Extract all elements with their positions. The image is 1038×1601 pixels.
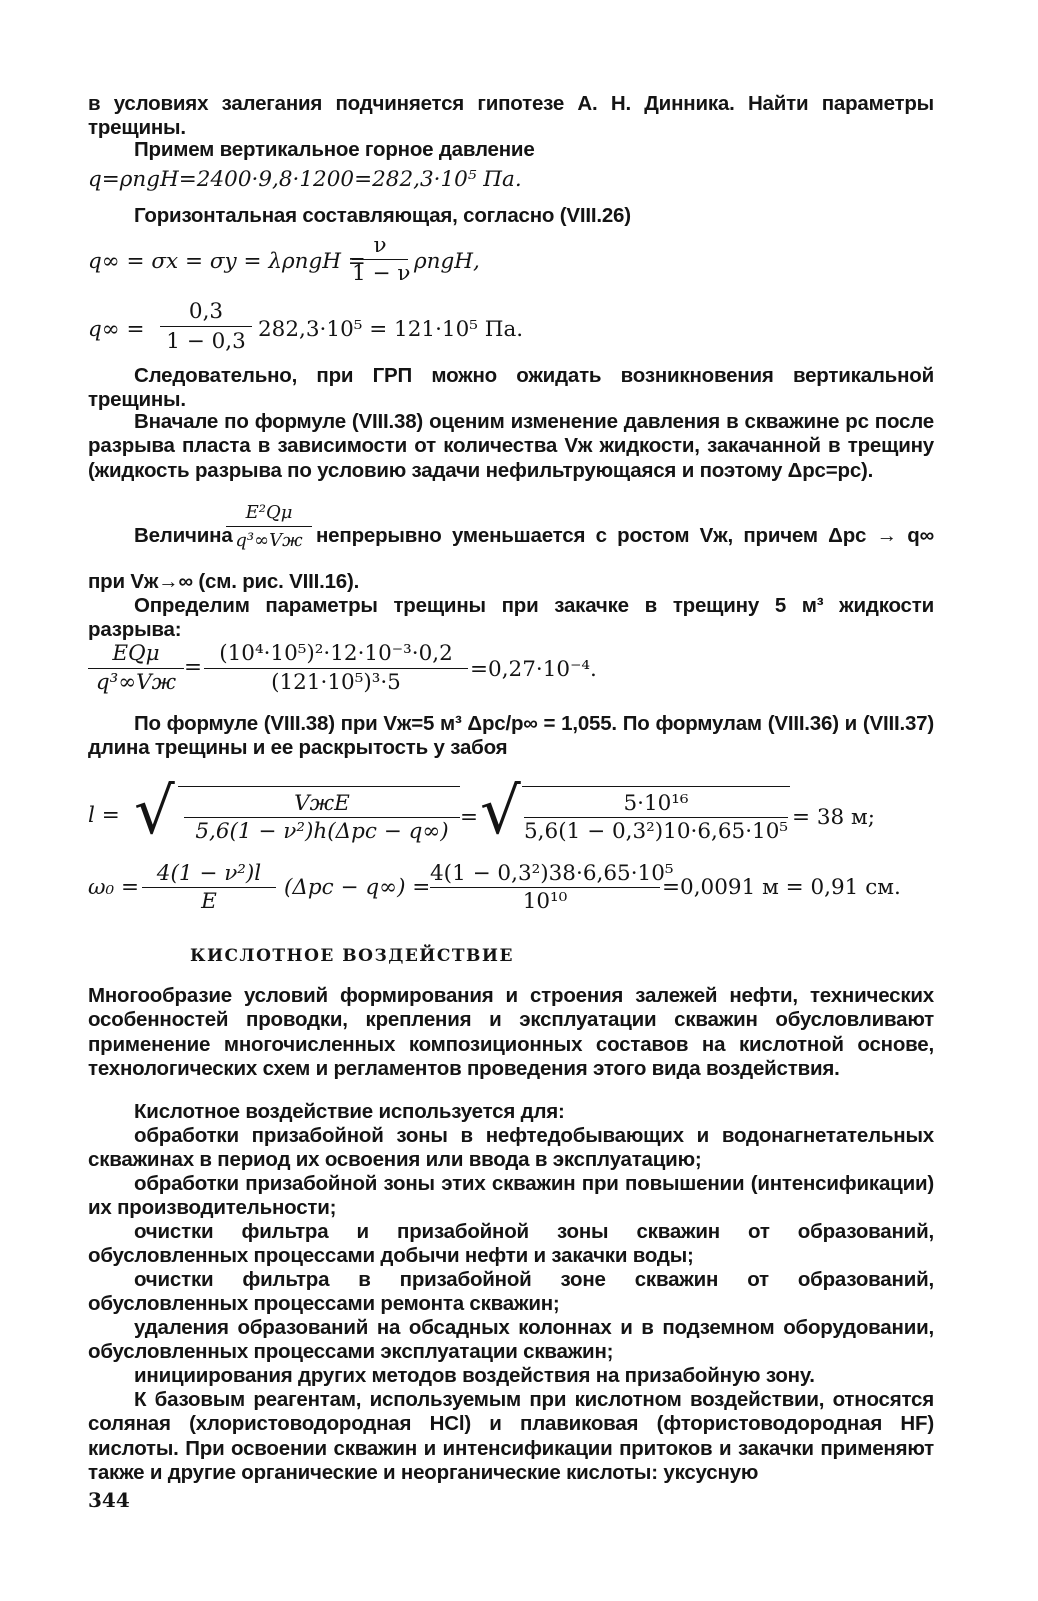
ratio-num: E²Qμ (245, 502, 293, 523)
fraction-bar (204, 668, 468, 669)
formula-horizontal-den: 1 − ν (352, 261, 411, 286)
formula-vertical-pressure: q=ρпgH=2400·9,8·1200=282,3·10⁵ Па. (88, 167, 522, 192)
list-item-6: инициирования других методов воздействия на призабойную зону. (134, 1364, 815, 1387)
list-item-2: обработки призабойной зоны этих скважин при повышении (интенсификации) их производительности; (88, 1172, 934, 1220)
sqrt-bar (178, 786, 460, 787)
paragraph-7: Определим параметры трещины при закачке в трещину 5 м³ жидкости разрыва: (88, 594, 934, 642)
fraction-bar (142, 887, 276, 888)
list-item-3: очистки фильтра и призабойной зоны скважин от образований, обусловленных процессами добычи нефти и закачки воды; (88, 1220, 934, 1268)
formula-length-result: = 38 м; (792, 805, 876, 830)
fraction-bar (184, 817, 460, 818)
sqrt-bar (522, 786, 790, 787)
fraction-bar (524, 817, 788, 818)
formula-q-value-lhs: q∞ = (88, 317, 145, 342)
formula-length-num2: 5·10¹⁶ (623, 791, 689, 816)
formula-q-value-rhs: 282,3·10⁵ = 121·10⁵ Па. (258, 317, 524, 342)
formula-opening-lhs: ω₀ = (88, 875, 139, 900)
paragraph-5: Вначале по формуле (VIII.38) оценим изменение давления в скважине pс после разрыва пласта в зависимости от количества Vж жидкости, закачанной в трещину (жидкость разрыва по условию задачи нефильтрующаяся и поэтому Δpс=pс). (88, 410, 934, 482)
formula-horizontal-lhs: q∞ = σx = σy = λρпgH = (88, 249, 366, 274)
paragraph-6-end: при Vж→∞ (см. рис. VIII.16). (88, 570, 360, 593)
paragraph-6-start: Величина (134, 524, 233, 547)
paragraph-6-mid: непрерывно уменьшается с ростом Vж, причем Δpс → q∞ (316, 524, 934, 547)
formula-length-den1: 5,6(1 − ν²)h(Δpс − q∞) (195, 819, 449, 844)
formula-horizontal-num: ν (373, 233, 387, 258)
formula-opening-num2: 4(1 − 0,3²)38·6,65·10⁵ (430, 861, 674, 886)
paragraph-10: Кислотное воздействие используется для: (134, 1100, 565, 1123)
fraction-bar (226, 526, 312, 527)
list-item-4: очистки фильтра в призабойной зоне скважин от образований, обусловленных процессами ремонта скважин; (88, 1268, 934, 1316)
fraction-bar (430, 887, 660, 888)
paragraph-4: Следовательно, при ГРП можно ожидать возникновения вертикальной трещины. (88, 364, 934, 412)
formula-q-value-den: 1 − 0,3 (166, 329, 246, 354)
sqrt-sign: √ (134, 775, 175, 849)
formula-ratio-den2: (121·10⁵)³·5 (271, 670, 401, 695)
paragraph-8: По формуле (VIII.38) при Vж=5 м³ Δpс/p∞ = 1,055. По формулам (VIII.36) и (VIII.37) длина трещины и ее раскрытость у забоя (88, 712, 934, 760)
fraction-bar (88, 668, 184, 669)
paragraph-3: Горизонтальная составляющая, согласно (VIII.26) (134, 204, 631, 227)
list-item-5: удаления образований на обсадных колоннах и в подземном оборудовании, обусловленных процессами эксплуатации скважин; (88, 1316, 934, 1364)
fraction-bar (352, 259, 408, 260)
formula-q-value-num: 0,3 (188, 299, 224, 324)
formula-opening-den2: 10¹⁰ (522, 889, 568, 914)
paragraph-2: Примем вертикальное горное давление (134, 138, 535, 161)
list-item-1: обработки призабойной зоны в нефтедобывающих и водонагнетательных скважинах в период их освоения или ввода в эксплуатацию; (88, 1124, 934, 1172)
paragraph-11: К базовым реагентам, используемым при кислотном воздействии, относятся соляная (хлористоводородная HCl) и плавиковая (фтористоводородная HF) кислоты. При освоении скважин и интенсификации притоков и закачки применяют также и другие органические и неорганические кислоты: уксусную (88, 1388, 934, 1485)
paragraph-9: Многообразие условий формирования и строения залежей нефти, технических особенностей проводки, крепления и эксплуатации скважин обусловливают применение многочисленных композиционных составов на кислотной основе, технологических схем и регламентов проведения этого вида воздействия. (88, 984, 934, 1081)
formula-length-den2: 5,6(1 − 0,3²)10·6,65·10⁵ (524, 819, 789, 844)
formula-ratio-result: =0,27·10⁻⁴. (470, 657, 597, 682)
formula-horizontal-rhs: ρпgH, (414, 249, 480, 274)
formula-opening-den1: E (201, 889, 217, 914)
formula-opening-result: =0,0091 м = 0,91 см. (662, 875, 901, 900)
formula-length-num1: VжE (294, 791, 350, 816)
page-number: 344 (88, 1488, 130, 1512)
formula-ratio-num2: (10⁴·10⁵)²·12·10⁻³·0,2 (219, 641, 453, 666)
formula-opening-mid: (Δpс − q∞) = (284, 875, 431, 900)
ratio-den: q³∞Vж (235, 530, 303, 551)
equals-sign: = (184, 655, 203, 680)
equals-sign: = (460, 805, 479, 830)
fraction-bar (160, 326, 252, 327)
section-heading: КИСЛОТНОЕ ВОЗДЕЙСТВИЕ (190, 946, 514, 966)
paragraph-1: в условиях залегания подчиняется гипотезе А. Н. Динника. Найти параметры трещины. (88, 92, 934, 140)
sqrt-sign: √ (480, 775, 521, 849)
formula-ratio-num1: EQμ (112, 641, 160, 666)
formula-ratio-den1: q³∞Vж (95, 670, 177, 695)
formula-length-lhs: l = (88, 803, 120, 828)
formula-opening-num1: 4(1 − ν²)l (156, 861, 262, 886)
